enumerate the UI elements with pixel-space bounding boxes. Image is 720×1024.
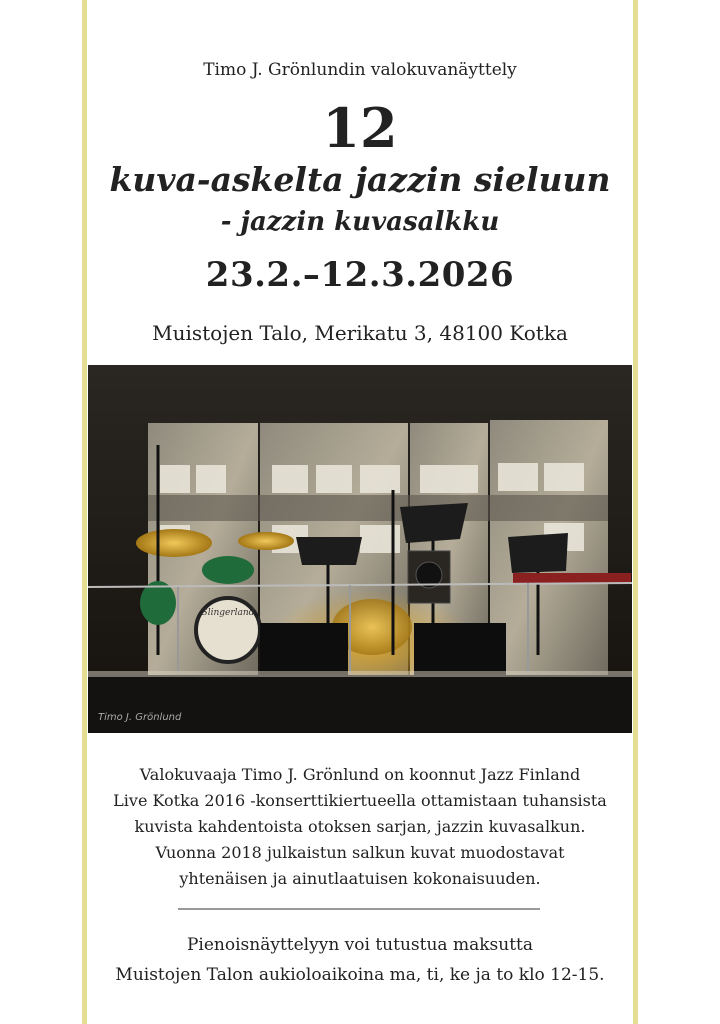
stage-illustration bbox=[88, 365, 632, 733]
stage-monitor bbox=[260, 623, 348, 679]
stage-floor bbox=[88, 675, 632, 733]
exhibition-subtitle: Timo J. Grönlundin valokuvanäyttely bbox=[203, 60, 517, 80]
cymbal bbox=[136, 529, 212, 557]
exhibition-title: kuva-askelta jazzin sieluun bbox=[109, 160, 611, 199]
keyboard bbox=[513, 573, 631, 583]
stage-monitor bbox=[414, 623, 506, 679]
description-line: Vuonna 2018 julkaistun salkun kuvat muodostavat bbox=[155, 843, 565, 862]
description-line: kuvista kahdentoista otoksen sarjan, jazzin kuvasalkun. bbox=[134, 817, 586, 836]
description-text bbox=[88, 762, 632, 892]
stage-photo bbox=[88, 365, 632, 733]
description-line: Valokuvaaja Timo J. Grönlund on koonnut Jazz Finland bbox=[139, 765, 581, 784]
exhibition-subtitle-2: - jazzin kuvasalkku bbox=[220, 207, 500, 237]
exhibition-number: 12 bbox=[322, 96, 398, 160]
description-line: yhtenäisen ja ainutlaatuisen kokonaisuuden. bbox=[179, 869, 541, 888]
exhibition-dates: 23.2.–12.3.2026 bbox=[205, 255, 515, 295]
opening-info bbox=[88, 930, 632, 990]
info-line: Pienoisnäyttelyyn voi tutustua maksutta bbox=[186, 935, 533, 955]
drum-brand-label: Slingerland bbox=[201, 608, 255, 618]
tom-drum bbox=[202, 556, 254, 584]
left-border-rule bbox=[82, 0, 87, 1024]
venue-address: Muistojen Talo, Merikatu 3, 48100 Kotka bbox=[152, 321, 568, 345]
right-border-rule bbox=[633, 0, 638, 1024]
info-line: Muistojen Talon aukioloaikoina ma, ti, ke ja to klo 12-15. bbox=[115, 965, 605, 985]
music-stand bbox=[296, 537, 362, 565]
floor-tom bbox=[140, 581, 176, 625]
music-stand bbox=[400, 503, 468, 543]
description-line: Live Kotka 2016 -konserttikiertueella ottamistaan tuhansista bbox=[113, 791, 607, 810]
photo-credit: Timo J. Grönlund bbox=[98, 712, 182, 723]
section-divider bbox=[178, 908, 540, 910]
cymbal bbox=[238, 532, 294, 550]
music-stand bbox=[508, 533, 568, 573]
